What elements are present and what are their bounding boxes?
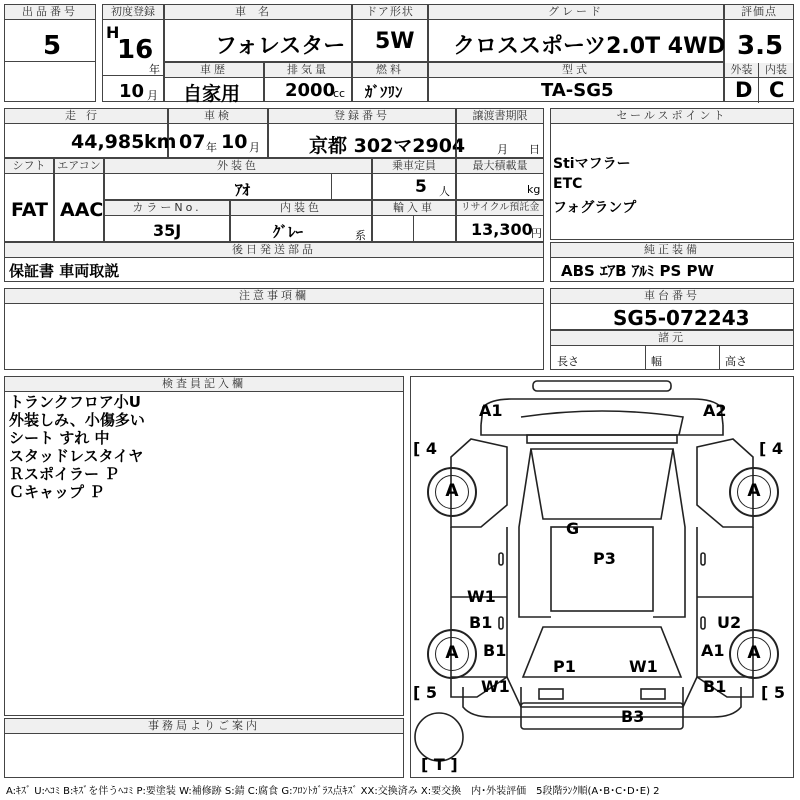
inspection-cell xyxy=(168,108,268,158)
ac-value: AAC xyxy=(60,199,104,221)
damage-g-windshield: G xyxy=(566,519,580,538)
transfer-month-unit: 月 xyxy=(497,143,508,156)
damage-w1-rear: W1 xyxy=(629,657,658,676)
mileage-unit: km xyxy=(144,131,177,153)
sales-point-2: ETC xyxy=(553,176,583,192)
damage-b3-rear-bumper: B3 xyxy=(621,707,645,726)
damage-w1-left-lower: W1 xyxy=(481,677,510,696)
tread-left-front: [ 4 xyxy=(413,439,438,458)
damage-b1-right-lower: B1 xyxy=(703,677,727,696)
damage-b1-left-rear: B1 xyxy=(483,641,507,660)
sales-point-label: セールスポイント xyxy=(551,109,793,124)
genuine-cell xyxy=(550,242,794,282)
capacity-label: 乗車定員 xyxy=(373,159,455,174)
door-label: ドア形状 xyxy=(353,5,427,20)
damage-b1-left-door: B1 xyxy=(469,613,493,632)
recycle-label: リサイクル預託金 xyxy=(457,201,543,216)
exterior-color-label: 外装色 xyxy=(105,159,371,174)
inspector-notes xyxy=(9,393,145,501)
year-unit: 年 xyxy=(149,63,160,76)
sales-point-cell xyxy=(550,108,794,240)
interior-grade-value: C xyxy=(769,78,785,102)
displacement-unit: cc xyxy=(333,87,346,100)
damage-a1-right-rear: A1 xyxy=(701,641,725,660)
genuine-label: 純正装備 xyxy=(551,243,793,258)
max-load-unit: kg xyxy=(527,183,541,196)
mileage-cell xyxy=(4,108,177,158)
sales-point-1: Stiマフラー xyxy=(553,156,631,172)
inspection-label: 車検 xyxy=(169,109,267,124)
damage-p1-rear-window: P1 xyxy=(553,657,576,676)
car-diagram xyxy=(410,376,794,778)
score-label: 評価点 xyxy=(725,5,793,20)
later-parts-label: 後日発送部品 xyxy=(5,243,543,258)
color-no-label: カラーNo. xyxy=(105,201,229,216)
damage-u2-right-door: U2 xyxy=(717,613,742,632)
plate-label: 登録番号 xyxy=(269,109,455,124)
tire-left-rear-inner: A xyxy=(435,637,469,671)
office-cell xyxy=(4,718,404,778)
history-value: 自家用 xyxy=(183,83,241,105)
history-cell xyxy=(164,62,264,105)
grade-label: グレード xyxy=(429,5,723,20)
interior-color-label: 内装色 xyxy=(231,201,371,216)
recycle-cell xyxy=(456,200,544,242)
inspector-note: シート すれ 中 xyxy=(9,429,110,447)
tire-right-rear xyxy=(729,629,779,679)
score-value: 3.5 xyxy=(737,31,784,61)
chassis-label: 車台番号 xyxy=(551,289,793,304)
tread-right-rear: [ 5 xyxy=(761,683,786,702)
lot-value: 5 xyxy=(43,31,62,61)
door-value: 5W xyxy=(375,29,415,54)
color-no-cell xyxy=(104,200,230,242)
genuine-value: ABS ｴｱB ｱﾙﾐ PS PW xyxy=(561,262,715,280)
recycle-unit: 円 xyxy=(531,227,542,240)
exterior-color-value: ｱｵ xyxy=(235,181,251,199)
recycle-value: 13,300 xyxy=(471,220,533,239)
import-cell xyxy=(372,200,456,242)
lot-cell xyxy=(4,4,96,102)
shift-cell xyxy=(4,158,54,242)
history-label: 車歴 xyxy=(165,63,263,78)
specs-width: 幅 xyxy=(651,355,662,368)
lot-label: 出品番号 xyxy=(5,5,95,20)
tread-right-front: [ 4 xyxy=(759,439,784,458)
capacity-unit: 人 xyxy=(439,185,450,198)
chassis-value: SG5-072243 xyxy=(613,306,750,330)
max-load-cell xyxy=(456,158,544,200)
transfer-label: 譲渡書期限 xyxy=(457,109,543,124)
grade-cell xyxy=(428,4,724,62)
spare-tire-label: [ T ] xyxy=(421,755,458,774)
inspector-note: Ｃキャップ Ｐ xyxy=(9,483,105,501)
car-name-label: 車名 xyxy=(165,5,351,20)
year-value: 16 xyxy=(117,35,154,65)
exterior-color-cell xyxy=(104,158,372,200)
model-value: TA-SG5 xyxy=(541,80,614,101)
mileage-label: 走行 xyxy=(5,109,167,124)
inspector-label: 検査員記入欄 xyxy=(5,377,403,392)
transfer-day-unit: 日 xyxy=(529,143,540,156)
caution-label: 注意事項欄 xyxy=(5,289,543,304)
chassis-cell xyxy=(550,288,794,330)
specs-height: 高さ xyxy=(725,355,747,368)
ac-cell xyxy=(54,158,104,242)
color-no-value: 35J xyxy=(153,221,182,240)
inspection-year-unit: 年 xyxy=(206,141,217,154)
interior-color-cell xyxy=(230,200,372,242)
later-parts-value: 保証書 車両取説 xyxy=(9,262,120,280)
interior-color-value: ｸﾞﾚｰ xyxy=(273,223,304,241)
capacity-cell xyxy=(372,158,456,200)
exterior-grade-label: 外装 xyxy=(725,63,759,78)
inspector-note: トランクフロア小U xyxy=(9,393,141,411)
era-value: H xyxy=(106,23,120,42)
tire-left-rear xyxy=(427,629,477,679)
tire-right-front xyxy=(729,467,779,517)
tread-left-rear: [ 5 xyxy=(413,683,438,702)
door-cell xyxy=(352,4,428,62)
grade-value: クロススポーツ2.0T 4WD xyxy=(453,34,726,59)
legend-footer: A:ｷｽﾞ U:ﾍｺﾐ B:ｷｽﾞを伴うﾍｺﾐ P:要塗装 W:補修跡 S:錆 C:腐食 G:ﾌﾛﾝﾄｶﾞﾗｽ点ｷｽﾞ XX:交換済み X:要交換 内･外装評価 5段階ﾗﾝｸ順(A･B･C･D･E) 2 xyxy=(6,786,660,797)
shift-value: FAT xyxy=(11,199,48,221)
plate-cell xyxy=(268,108,466,158)
car-name-value: フォレスター xyxy=(215,34,346,59)
tire-left-front-inner: A xyxy=(435,475,469,509)
inspector-cell xyxy=(4,376,404,716)
car-name-cell xyxy=(164,4,352,62)
interior-color-unit: 系 xyxy=(355,229,366,242)
inspector-note: Ｒスポイラー Ｐ xyxy=(9,465,120,483)
ac-label: エアコン xyxy=(55,159,103,174)
model-label: 型式 xyxy=(429,63,723,78)
displacement-cell xyxy=(264,62,352,102)
damage-p3-roof: P3 xyxy=(593,549,616,568)
specs-label: 諸元 xyxy=(551,331,793,346)
tire-right-rear-inner: A xyxy=(737,637,771,671)
inspection-month-unit: 月 xyxy=(249,141,260,154)
sales-point-3: フォグランプ xyxy=(553,200,637,216)
later-parts-cell xyxy=(4,242,544,282)
office-label: 事務局よりご案内 xyxy=(5,719,403,734)
displacement-value: 2000 xyxy=(285,80,336,101)
inspector-note: 外装しみ、小傷多い xyxy=(9,411,145,429)
damage-a2-front-right: A2 xyxy=(703,401,727,420)
fuel-value: ｶﾞｿﾘﾝ xyxy=(365,83,403,101)
caution-cell xyxy=(4,288,544,370)
transfer-cell xyxy=(456,108,544,158)
month-value: 10 xyxy=(119,81,145,102)
fuel-cell xyxy=(352,62,428,102)
model-cell xyxy=(428,62,724,102)
first-reg-label: 初度登録 xyxy=(103,5,163,20)
max-load-label: 最大積載量 xyxy=(457,159,543,174)
car-outline xyxy=(411,377,793,777)
inspection-month: 10 xyxy=(221,131,248,153)
score-cell xyxy=(724,4,794,102)
month-unit: 月 xyxy=(147,89,158,102)
specs-cell xyxy=(550,330,794,370)
exterior-grade-value: D xyxy=(735,78,753,102)
tire-right-front-inner: A xyxy=(737,475,771,509)
tire-left-front xyxy=(427,467,477,517)
damage-a1-front-left: A1 xyxy=(479,401,503,420)
first-reg-cell xyxy=(102,4,164,102)
inspector-note: スタッドレスタイヤ xyxy=(9,447,144,465)
specs-length: 長さ xyxy=(557,355,579,368)
shift-label: シフト xyxy=(5,159,53,174)
interior-grade-label: 内装 xyxy=(759,63,793,78)
capacity-value: 5 xyxy=(415,177,427,197)
import-label: 輸入車 xyxy=(373,201,455,216)
fuel-label: 燃料 xyxy=(353,63,427,78)
displacement-label: 排気量 xyxy=(265,63,351,78)
damage-w1-left-door: W1 xyxy=(467,587,496,606)
mileage-value: 44,985 xyxy=(71,131,145,153)
plate-value: 京都 302マ2904 xyxy=(309,135,466,157)
inspection-year: 07 xyxy=(179,131,206,153)
